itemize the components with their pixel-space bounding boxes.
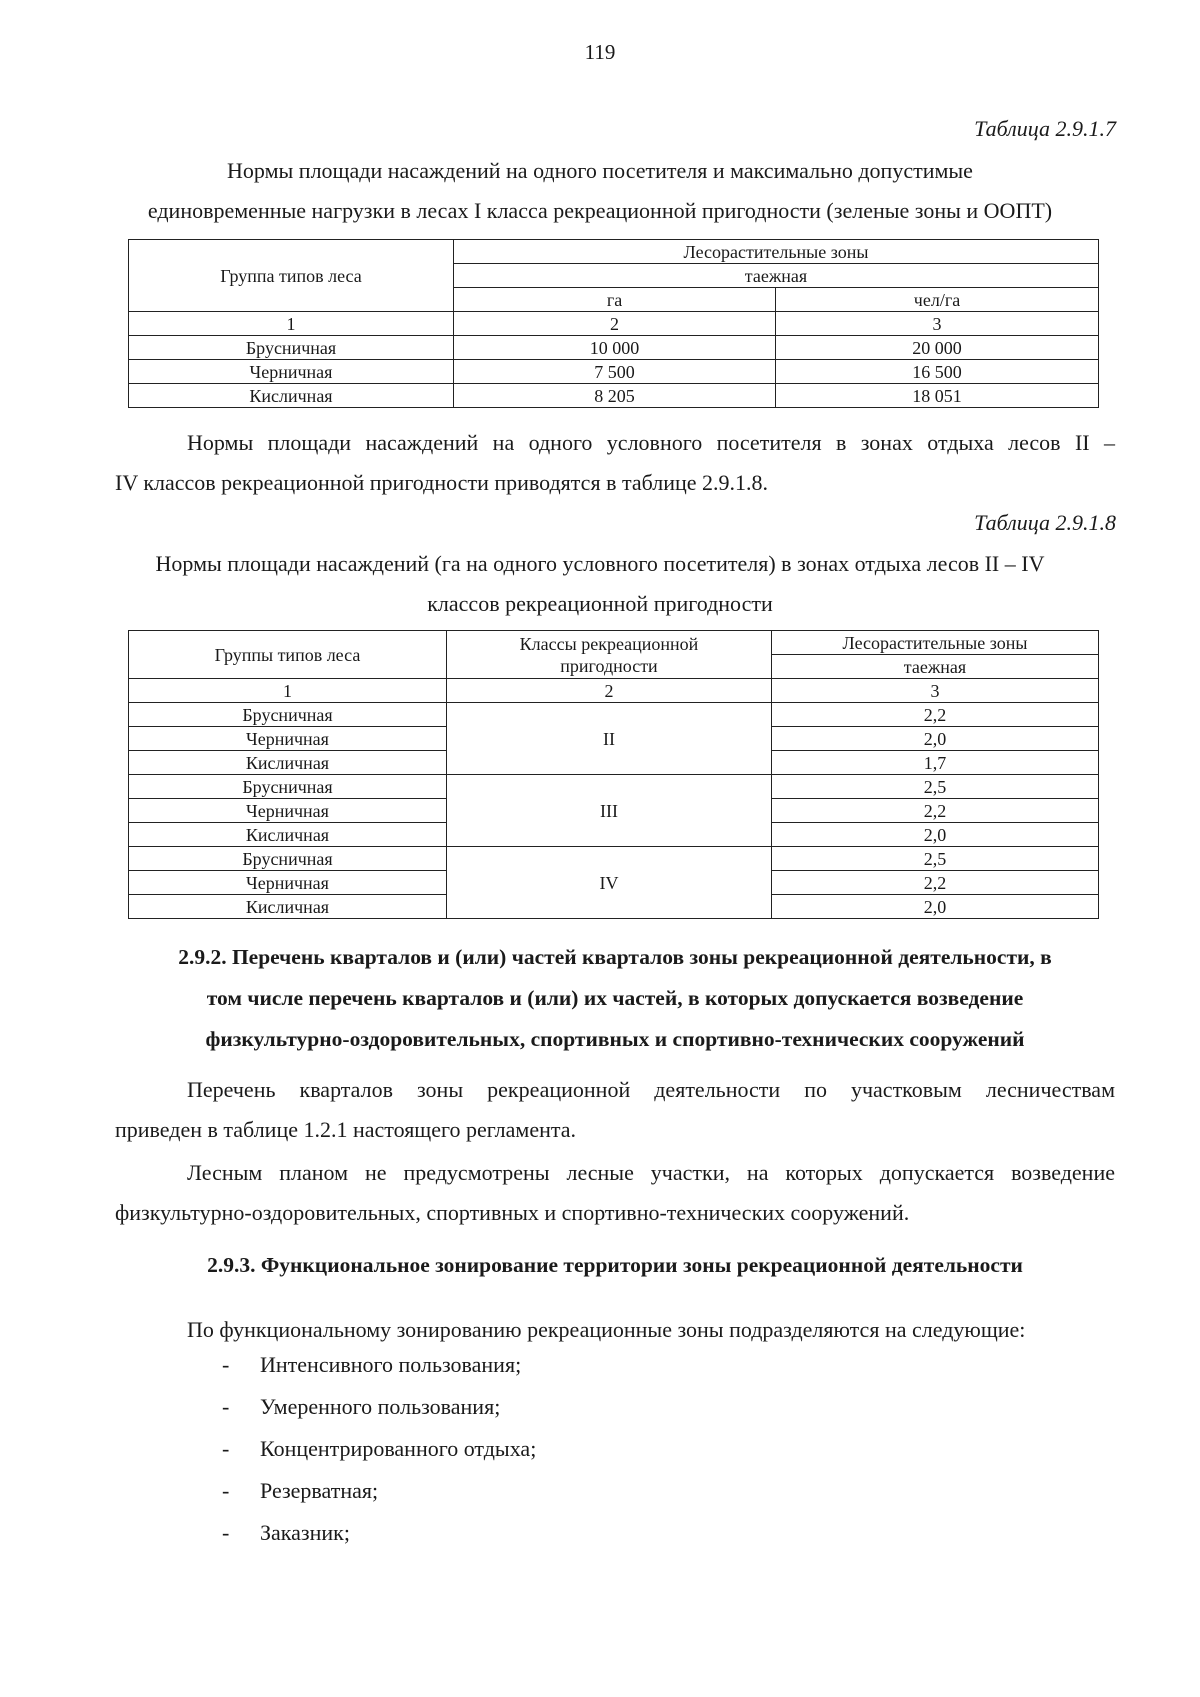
table-cell: 20 000 [776, 336, 1099, 360]
column-header-classes-line2: пригодности [560, 655, 658, 676]
table-cell: 7 500 [454, 360, 776, 384]
page-number: 119 [584, 40, 616, 64]
column-header-classes [447, 631, 772, 679]
list-item-text: Интенсивного пользования; [260, 1352, 522, 1377]
table-cell: 2 [447, 679, 772, 703]
heading-line: физкультурно-оздоровительных, спортивных и спортивно-технических сооружений [205, 1027, 1025, 1051]
table-cell: 2,2 [772, 871, 1099, 895]
table-cell: 2,2 [772, 703, 1099, 727]
paragraph-forest-plan [115, 1153, 1115, 1233]
paragraph-table-intro [115, 423, 1115, 503]
table-cell: Кисличная [129, 751, 447, 775]
table-cell: Кисличная [129, 895, 447, 919]
table-cell: 1 [129, 312, 454, 336]
table2 [128, 630, 1099, 919]
table-cell: Брусничная [129, 336, 454, 360]
class-cell: II [447, 703, 772, 775]
table-cell: Брусничная [129, 847, 447, 871]
table-cell: 2,0 [772, 823, 1099, 847]
table1-title-line2: единовременные нагрузки в лесах I класса рекреационной пригодности (зеленые зоны и ООПТ) [147, 198, 1053, 223]
table-cell: 2,0 [772, 727, 1099, 751]
table-row [129, 360, 1099, 384]
column-header-zones: Лесорастительные зоны [772, 631, 1099, 655]
column-header-groups: Группы типов леса [129, 631, 447, 679]
heading-line: том числе перечень кварталов и (или) их частей, в которых допускается возведение [206, 986, 1024, 1010]
paragraph-line: приведен в таблице 1.2.1 настоящего регламента. [115, 1117, 577, 1142]
table-cell: 2 [454, 312, 776, 336]
paragraph-line: По функциональному зонированию рекреационные зоны подразделяются на следующие: [187, 1317, 1026, 1342]
table-row [129, 336, 1099, 360]
table-row [129, 703, 1099, 727]
class-cell: IV [447, 847, 772, 919]
table-cell: 16 500 [776, 360, 1099, 384]
list-item [222, 1352, 521, 1378]
table-cell: Кисличная [129, 823, 447, 847]
table-cell: Черничная [129, 360, 454, 384]
table1 [128, 239, 1099, 408]
table-cell: Брусничная [129, 775, 447, 799]
table-cell: 1,7 [772, 751, 1099, 775]
list-item-text: Концентрированного отдыха; [260, 1436, 537, 1461]
list-marker: - [222, 1436, 230, 1461]
column-header-zones: Лесорастительные зоны [454, 240, 1099, 264]
list-item-text: Умеренного пользования; [260, 1394, 501, 1419]
table1-caption: Таблица 2.9.1.7 [974, 116, 1116, 141]
list-item [222, 1394, 500, 1420]
table-cell: 2,0 [772, 895, 1099, 919]
paragraph-line: Перечень кварталов зоны рекреационной деятельности по участковым лесничествам [187, 1077, 1115, 1102]
list-marker: - [222, 1394, 230, 1419]
table-cell: 2,5 [772, 775, 1099, 799]
table-cell: 2,5 [772, 847, 1099, 871]
paragraph-line: физкультурно-оздоровительных, спортивных и спортивно-технических сооружений. [115, 1200, 910, 1225]
table-cell: 10 000 [454, 336, 776, 360]
table-cell: Брусничная [129, 703, 447, 727]
paragraph-zoning [115, 1310, 1115, 1350]
list-item [222, 1520, 350, 1546]
table-cell: Черничная [129, 727, 447, 751]
list-item [222, 1436, 536, 1462]
column-header-taiga: таежная [772, 655, 1099, 679]
list-item [222, 1478, 378, 1504]
table-number-row [129, 679, 1099, 703]
table2-title-line1: Нормы площади насаждений (га на одного условного посетителя) в зонах отдыха лесов II – IV [155, 551, 1045, 576]
column-header-group: Группа типов леса [129, 240, 454, 312]
paragraph-line: IV классов рекреационной пригодности приводятся в таблице 2.9.1.8. [115, 470, 769, 495]
list-marker: - [222, 1352, 230, 1377]
column-header-unit-people: чел/га [776, 288, 1099, 312]
table-cell: Черничная [129, 871, 447, 895]
column-header-taiga: таежная [454, 264, 1099, 288]
table-cell: Кисличная [129, 384, 454, 408]
paragraph-quarters-list [115, 1070, 1115, 1150]
list-marker: - [222, 1520, 230, 1545]
table-cell: 2,2 [772, 799, 1099, 823]
table2-title-line2: классов рекреационной пригодности [427, 591, 773, 616]
section-heading-2-9-2 [115, 937, 1115, 1060]
paragraph-line: Нормы площади насаждений на одного условного посетителя в зонах отдыха лесов II – [187, 430, 1115, 455]
table-cell: Черничная [129, 799, 447, 823]
table-cell: 8 205 [454, 384, 776, 408]
column-header-unit-ha: га [454, 288, 776, 312]
class-cell: III [447, 775, 772, 847]
heading-line: 2.9.2. Перечень кварталов и (или) частей кварталов зоны рекреационной деятельности, в [178, 945, 1052, 969]
list-item-text: Резерватная; [260, 1478, 379, 1503]
table-cell: 1 [129, 679, 447, 703]
column-header-classes-line1: Классы рекреационной [519, 633, 699, 654]
table-cell: 3 [772, 679, 1099, 703]
table-header-row [129, 240, 1099, 264]
table-row [129, 775, 1099, 799]
paragraph-line: Лесным планом не предусмотрены лесные участки, на которых допускается возведение [187, 1160, 1115, 1185]
section-heading-2-9-3: 2.9.3. Функциональное зонирование территории зоны рекреационной деятельности [207, 1253, 1023, 1277]
table-row [129, 847, 1099, 871]
table-row [129, 384, 1099, 408]
list-item-text: Заказник; [260, 1520, 350, 1545]
table-cell: 18 051 [776, 384, 1099, 408]
table-cell: 3 [776, 312, 1099, 336]
table-number-row [129, 312, 1099, 336]
table-header-row [129, 631, 1099, 655]
list-marker: - [222, 1478, 230, 1503]
table1-title-line1: Нормы площади насаждений на одного посетителя и максимально допустимые [227, 158, 973, 183]
table2-caption: Таблица 2.9.1.8 [974, 510, 1116, 535]
